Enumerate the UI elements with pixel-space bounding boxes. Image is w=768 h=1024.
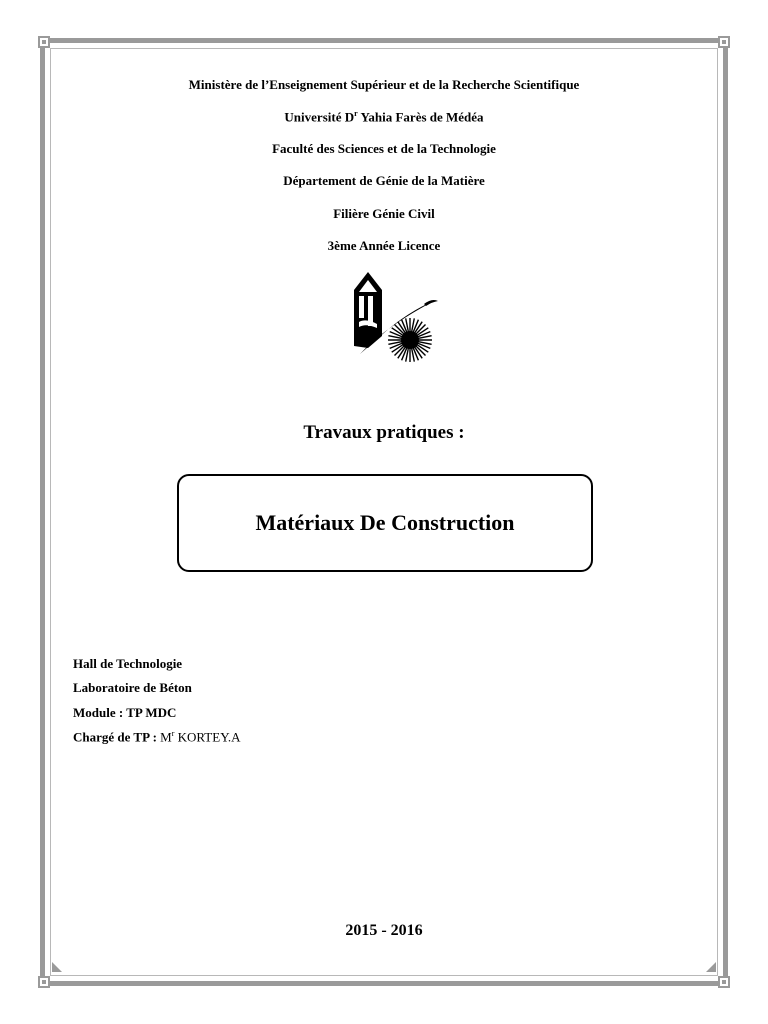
border-corner-ornament	[718, 976, 730, 988]
instructor-line: Chargé de TP : $M^r$ KORTEY.A	[73, 729, 241, 745]
border-triangle-ornament	[706, 962, 716, 972]
academic-year: 2015 - 2016	[345, 922, 423, 939]
lab-line: Laboratoire de Béton	[73, 680, 192, 695]
university-line: Université $D^r$ Yahia Farès de Médéa	[284, 109, 484, 125]
document-title: Matériaux De Construction	[255, 510, 515, 535]
border-triangle-ornament	[52, 962, 62, 972]
practical-work-heading: Travaux pratiques :	[303, 422, 465, 443]
department-line: Département de Génie de la Matière	[283, 173, 485, 188]
ministry-line: Ministère de l’Enseignement Supérieur et de la Recherche Scientifique	[188, 77, 580, 92]
border-corner-ornament	[718, 36, 730, 48]
filiere-line: Filière Génie Civil	[333, 206, 435, 221]
hall-line: Hall de Technologie	[73, 656, 183, 671]
border-corner-ornament	[38, 36, 50, 48]
module-line: Module : TP MDC	[73, 705, 177, 720]
year-level-line: 3ème Année Licence	[327, 238, 441, 253]
title-box	[177, 474, 593, 572]
border-corner-ornament	[38, 976, 50, 988]
faculty-line: Faculté des Sciences et de la Technologie	[272, 141, 496, 156]
university-logo-icon	[346, 268, 440, 364]
